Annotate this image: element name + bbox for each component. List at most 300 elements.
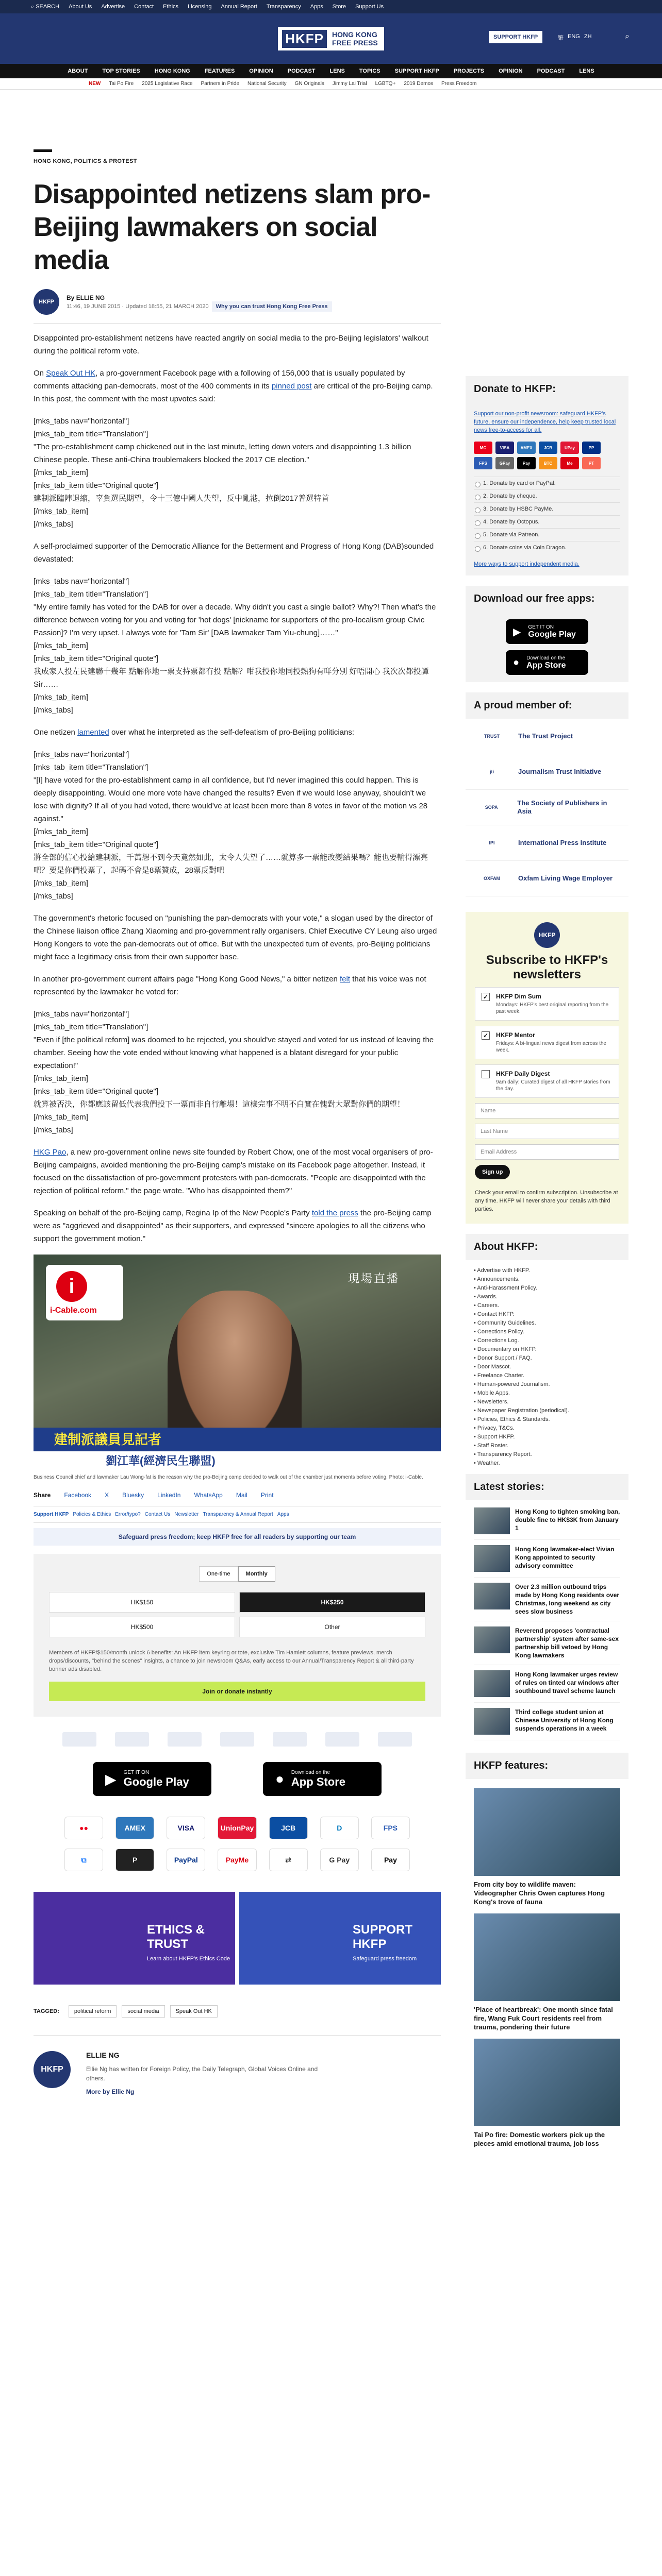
footer-link[interactable]: Apps (277, 1512, 289, 1517)
shortcode-line: [mks_tabs nav="horizontal"] (34, 1010, 129, 1019)
support-hkfp-button[interactable]: SUPPORT HKFP (489, 31, 542, 43)
card-icon: BTC (539, 457, 557, 469)
shortcode-line: "Even if [the political reform] was doomed to be rejected, you should've stayed and voted for us instead of leaving the chamber. Seeing how the vote ended without knowing what happened is a blatant disregard for your public expectation!" (34, 1036, 434, 1070)
tag[interactable]: social media (122, 2005, 164, 2018)
shortcode-line: "[I] have voted for the pro-establishment camp in all confidence, but I'd never imagined this could happen. This is deeply disappointing. Would one more vote have changed the results? Even if we would lose anyway, shouldn't we lose with dignity? If all of you had voted, there would've at least been more than 8 votes in favor of the motion vs 28 against." (34, 776, 428, 823)
latest-heading: Latest stories: (466, 1474, 628, 1500)
latest-story[interactable] (474, 1540, 620, 1578)
card-icon: PT (582, 457, 601, 469)
card-icon: Pay (517, 457, 536, 469)
amount-grid (49, 1592, 425, 1637)
shortcode-line: [mks_tab_item title="Translation"] (34, 430, 148, 438)
top-link-transparency[interactable]: Transparency (266, 4, 301, 10)
quote-shortcode-block (34, 748, 441, 903)
member-item[interactable] (466, 825, 628, 861)
shortcode-line: [/mks_tab_item] (34, 1074, 88, 1083)
partner-logo[interactable] (378, 1732, 412, 1747)
feature-image (474, 1913, 620, 2001)
top-link-licensing[interactable]: Licensing (188, 4, 212, 10)
member-name: The Society of Publishers in Asia (517, 799, 607, 815)
option-desc: Fridays: A bi-lingual news digest from across the week. (496, 1041, 606, 1053)
member-item[interactable] (466, 861, 628, 896)
newsletter-option[interactable] (475, 987, 619, 1021)
footer-links (34, 1512, 441, 1523)
partner-logo[interactable] (115, 1732, 149, 1747)
frequency-toggle (49, 1566, 425, 1582)
nav-hong-kong[interactable]: HONG KONG (154, 68, 190, 74)
badge-small-text: Download on the (526, 655, 566, 661)
main-nav (0, 64, 662, 78)
paragraph (34, 973, 441, 998)
shortcode-line: [/mks_tab_item] (34, 827, 88, 836)
tag[interactable]: Speak Out HK (170, 2005, 218, 2018)
app-store-badge[interactable] (506, 650, 588, 675)
text: , a pro-government Facebook page with a following of 156,000 that is usually populated by comments attacking pan-democrats, most of the 400 comments in its (34, 369, 405, 391)
google-play-badge[interactable] (93, 1762, 211, 1796)
badge-big-text: Google Play (528, 630, 576, 639)
shortcode-line: [/mks_tab_item] (34, 1113, 88, 1122)
app-store-badge[interactable] (263, 1762, 382, 1796)
article-body (34, 332, 441, 1245)
link-speak-out-hk[interactable]: Speak Out HK (46, 369, 96, 378)
latest-story[interactable] (474, 1665, 620, 1703)
join-donate-button[interactable]: Join or donate instantly (49, 1682, 425, 1701)
icable-text: i-Cable.com (50, 1306, 97, 1315)
latest-story[interactable] (474, 1621, 620, 1665)
donate-option[interactable]: 6. Donate coins via Coin Dragon. (474, 541, 620, 554)
tag-list (34, 2005, 441, 2018)
option-desc: 9am daily: Curated digest of all HKFP stories from the day. (496, 1079, 610, 1092)
text: One netizen (34, 728, 78, 737)
article-title: Disappointed netizens slam pro-Beijing lawmakers on social media (34, 179, 431, 275)
donate-option[interactable]: 3. Donate by HSBC PayMe. (474, 502, 620, 515)
author-name[interactable]: By ELLIE NG (67, 294, 105, 301)
ticker-item[interactable]: GN Originals (294, 81, 324, 87)
about-links (466, 1260, 628, 1474)
shortcode-line: [/mks_tab_item] (34, 507, 88, 516)
share-whatsapp[interactable]: WhatsApp (194, 1492, 223, 1499)
tag[interactable]: political reform (69, 2005, 117, 2018)
donate-panel (466, 402, 628, 575)
amount-option[interactable]: Other (239, 1617, 425, 1637)
shortcode-line: 就算被否決，你都應該留低代表我們投下一票而非自行離場！這樣完事不明不白實在愧對大眾對你們的期望！ (34, 1100, 405, 1109)
top-link-support[interactable]: Support Us (355, 4, 384, 10)
freq-monthly[interactable]: Monthly (238, 1566, 275, 1582)
member-item[interactable] (466, 719, 628, 754)
category-rule (34, 149, 52, 152)
about-link[interactable]: • Support HKFP. (474, 1434, 515, 1440)
author-box-avatar[interactable]: HKFP (34, 2051, 71, 2088)
card-icon: MC (474, 442, 492, 454)
about-link[interactable]: • Transparency Report. (474, 1451, 532, 1458)
last-name-input[interactable]: Last Name (475, 1124, 619, 1139)
shortcode-line: [/mks_tab_item] (34, 693, 88, 702)
shortcode-line: [mks_tab_item title="Original quote"] (34, 481, 159, 490)
partner-logo[interactable] (273, 1732, 307, 1747)
nav-about[interactable]: ABOUT (68, 68, 88, 74)
story-title[interactable]: Hong Kong lawmaker-elect Vivian Kong appointed to security advisory committee (515, 1546, 615, 1569)
about-link[interactable]: • Anti-Harassment Policy. (474, 1285, 537, 1291)
newsletter-signup (466, 912, 628, 1224)
banner-subtitle: Learn about HKFP's Ethics Code (147, 1956, 230, 1962)
icable-logo (46, 1265, 123, 1320)
newsletter-title: Subscribe to HKFP's newsletters (486, 953, 608, 981)
language-switcher (558, 33, 592, 42)
checkbox[interactable]: ✓ (482, 1031, 490, 1040)
text: In another pro-government current affairs page "Hong Kong Good News," a bitter netizen (34, 975, 340, 984)
text: over what he interpreted as the self-defeatism of pro-Beijing politicians: (109, 728, 355, 737)
photo-name-bar: 劉江華(經濟民生聯盟) (34, 1451, 441, 1471)
nav-lens-2[interactable]: LENS (579, 68, 594, 74)
top-link-contact[interactable]: Contact (134, 4, 154, 10)
ticker-item[interactable]: Tai Po Fire (109, 81, 134, 87)
paragraph (34, 726, 441, 739)
donate-option[interactable]: 4. Donate by Octopus. (474, 515, 620, 528)
footer-link[interactable]: Transparency & Annual Report (203, 1512, 273, 1517)
about-link[interactable]: • Careers. (474, 1302, 500, 1309)
divider (34, 323, 441, 324)
quote-shortcode-block (34, 415, 441, 531)
feature-story[interactable] (474, 1913, 620, 2031)
story-thumbnail (474, 1507, 510, 1534)
shortcode-line: [mks_tab_item title="Original quote"] (34, 840, 159, 849)
about-link[interactable]: • Community Guidelines. (474, 1320, 536, 1326)
author-avatar[interactable]: HKFP (34, 289, 59, 315)
feature-story[interactable] (474, 1788, 620, 1906)
checkbox[interactable]: ✓ (482, 993, 490, 1001)
donate-option[interactable]: 2. Donate by cheque. (474, 489, 620, 502)
payment-method-icon: VISA (167, 1817, 205, 1839)
member-logo: jti (490, 769, 494, 774)
badge-small-text: GET IT ON (528, 624, 554, 630)
donate-options (474, 477, 620, 554)
newsletter-logo: HKFP (534, 922, 560, 948)
top-link-about[interactable]: About Us (69, 4, 92, 10)
promo-banners (34, 1892, 441, 1985)
paragraph (34, 367, 441, 405)
about-link[interactable]: • Corrections Log. (474, 1337, 519, 1344)
payment-method-icon: PayPal (167, 1849, 205, 1871)
shortcode-line: "My entire family has voted for the DAB for over a decade. Why didn't you cast a single ballot? Why?! Then what's the difference between voting for you and voting for 'hot dogs' [nickname for supporters of the pro-localism group Civic Passion]? I'm very upset. I always vote for 'Tam Sir' [DAB lawmaker Tam Yiu-chung]……" (34, 603, 436, 637)
story-thumbnail (474, 1545, 510, 1572)
payment-method-icon: ●● (64, 1817, 103, 1839)
link-felt[interactable]: felt (340, 975, 351, 984)
freq-one-time[interactable]: One-time (199, 1566, 238, 1582)
story-title[interactable]: Over 2.3 million outbound trips made by Hong Kong residents over Christmas, long weekend as city sees slow business (515, 1583, 620, 1615)
paragraph: Disappointed pro-establishment netizens have reacted angrily on social media to the pro-Beijing legislators' walkout during the political reform vote. (34, 334, 428, 355)
share-bluesky[interactable]: Bluesky (122, 1492, 144, 1499)
badge-big-text: Google Play (123, 1775, 189, 1788)
nav-podcast-2[interactable]: PODCAST (537, 68, 565, 74)
nav-features[interactable]: FEATURES (204, 68, 235, 74)
payment-method-icon: Pay (371, 1849, 410, 1871)
partner-logo[interactable] (220, 1732, 254, 1747)
checkbox[interactable] (482, 1070, 490, 1078)
lang-zh[interactable]: ZH (584, 33, 592, 40)
payment-method-icon: JCB (269, 1817, 308, 1839)
about-link[interactable]: • Documentary on HKFP. (474, 1346, 537, 1352)
masthead (0, 13, 662, 64)
story-thumbnail (474, 1708, 510, 1735)
feature-title[interactable]: From city boy to wildlife maven: Videographer Chris Owen captures Hong Kong's trove of fauna (474, 1880, 605, 1906)
article-column (34, 149, 441, 2095)
article-category[interactable]: HONG KONG, POLITICS & PROTEST (34, 158, 137, 164)
badge-big-text: App Store (291, 1775, 346, 1788)
option-title: HKFP Dim Sum (496, 993, 541, 1000)
donate-heading: Donate to HKFP: (466, 376, 628, 402)
top-link-ethics[interactable]: Ethics (163, 4, 179, 10)
paragraph (34, 1207, 441, 1245)
footer-link[interactable]: Policies & Ethics (73, 1512, 111, 1517)
about-link[interactable]: • Human-powered Journalism. (474, 1381, 550, 1387)
author-box-bio: Ellie Ng has written for Foreign Policy, the Daily Telegraph, Global Voices Online and others. (86, 2065, 318, 2082)
story-title[interactable]: Hong Kong lawmaker urges review of rules on tinted car windows after southbound travel scheme launch (515, 1671, 620, 1694)
shortcode-line: [/mks_tab_item] (34, 468, 88, 477)
feature-story[interactable] (474, 2039, 620, 2148)
option-title: HKFP Mentor (496, 1031, 535, 1039)
latest-stories (466, 1500, 628, 1742)
dates-text: 11:46, 19 JUNE 2015 · Updated 18:55, 21 MARCH 2020 (67, 303, 209, 310)
ethics-banner[interactable] (34, 1892, 235, 1985)
shortcode-line: "The pro-establishment camp chickened out in the last minute, letting down voters and disappointing 1.3 billion Chinese people. These anti-China troublemakers blocked the 2017 CE election." (34, 443, 411, 464)
share-mail[interactable]: Mail (236, 1492, 247, 1499)
nav-projects[interactable]: PROJECTS (453, 68, 485, 74)
nav-top-stories[interactable]: TOP STORIES (102, 68, 140, 74)
article-photo[interactable] (34, 1255, 441, 1471)
nav-support[interactable]: SUPPORT HKFP (394, 68, 439, 74)
ticker-item[interactable]: Press Freedom (441, 81, 477, 87)
about-link[interactable]: • Newspaper Registration (periodical). (474, 1408, 569, 1414)
hkfp-logo[interactable] (278, 27, 384, 50)
member-name: Oxfam Living Wage Employer (518, 874, 613, 882)
partner-logo[interactable] (62, 1732, 96, 1747)
top-link-advertise[interactable]: Advertise (101, 4, 125, 10)
feature-image (474, 2039, 620, 2126)
amount-option[interactable]: HK$150 (49, 1592, 235, 1613)
shortcode-line: [mks_tabs nav="horizontal"] (34, 750, 129, 759)
quote-shortcode-block (34, 575, 441, 717)
payment-method-icon: G Pay (320, 1849, 359, 1871)
app-store-badges (34, 1762, 441, 1796)
member-logo: OXFAM (483, 876, 500, 881)
shortcode-line: [/mks_tab_item] (34, 641, 88, 650)
lang-eng[interactable]: ENG (568, 33, 580, 40)
shortcode-line: [mks_tab_item title="Original quote"] (34, 654, 159, 663)
payment-methods (64, 1817, 410, 1871)
top-link-annual-report[interactable]: Annual Report (221, 4, 257, 10)
link-lamented[interactable]: lamented (77, 728, 109, 737)
logo-line1: HONG KONG (332, 30, 377, 39)
paragraph: The government's rhetoric focused on "punishing the pan-democrats with your vote," a slogan used by the director of the Chinese liaison office Zhang Xiaoming and pro-government rally organisers. Chief Executive CY Leung also urged Hong Kongers to vote the pan-democrats out of office. But with the unexpected turn of events, pro-Beijing politicians might face a legitimacy crisis from their own supporter base. (34, 914, 437, 961)
footer-link[interactable]: Newsletter (174, 1512, 199, 1517)
about-link[interactable]: • Awards. (474, 1294, 498, 1300)
donation-widget (34, 1554, 441, 1717)
share-bar (34, 1492, 441, 1506)
shortcode-line: [mks_tabs nav="horizontal"] (34, 417, 129, 426)
author-box (34, 2035, 441, 2095)
shortcode-line: [/mks_tab_item] (34, 879, 88, 888)
member-item[interactable] (466, 790, 628, 825)
about-link[interactable]: • Freelance Charter. (474, 1372, 525, 1379)
member-heading: A proud member of: (466, 692, 628, 719)
top-link-store[interactable]: Store (332, 4, 346, 10)
about-link[interactable]: • Announcements. (474, 1276, 520, 1282)
nav-opinion-2[interactable]: OPINION (499, 68, 523, 74)
author-name-text: ELLIE NG (76, 294, 105, 301)
logo-line2: FREE PRESS (332, 39, 378, 47)
card-icon: PP (582, 442, 601, 454)
about-link[interactable]: • Mobile Apps. (474, 1390, 510, 1396)
sidebar (466, 376, 628, 2150)
card-icon: VISA (495, 442, 514, 454)
about-link[interactable]: • Weather. (474, 1460, 500, 1466)
author-box-name[interactable]: ELLIE NG (86, 2051, 120, 2059)
shortcode-line: [/mks_tabs] (34, 520, 73, 529)
latest-story[interactable] (474, 1578, 620, 1621)
donate-option[interactable]: 5. Donate via Patreon. (474, 528, 620, 541)
sidebar-apps (466, 612, 628, 682)
sign-up-button[interactable]: Sign up (475, 1165, 510, 1179)
donate-banner[interactable]: Safeguard press freedom; keep HKFP free for all readers by supporting our team (34, 1528, 441, 1546)
donate-option[interactable]: 1. Donate by card or PayPal. (474, 477, 620, 489)
byline (34, 289, 441, 315)
lang-trad[interactable]: 繁 (558, 35, 564, 41)
shortcode-line: [mks_tab_item title="Translation"] (34, 1023, 148, 1031)
ticker-item[interactable]: National Security (247, 81, 287, 87)
share-label: Share (34, 1492, 51, 1499)
footer-link[interactable]: Contact Us (144, 1512, 171, 1517)
story-thumbnail (474, 1670, 510, 1697)
about-link[interactable]: • Policies, Ethics & Standards. (474, 1416, 550, 1422)
shortcode-line: [mks_tab_item title="Original quote"] (34, 1087, 159, 1096)
about-link[interactable]: • Advertise with HKFP. (474, 1267, 530, 1274)
live-label: 現場直播 (347, 1272, 400, 1285)
shortcode-line: [mks_tab_item title="Translation"] (34, 590, 148, 599)
shortcode-line: 我成家人投左民建聯十幾年 點解你地一票支持票都冇投 點解？咁我投你地同投熱狗有咩分別 好唔開心 我次次都投譚Sir…… (34, 667, 429, 689)
newsletter-option[interactable] (475, 1026, 619, 1059)
partner-logo[interactable] (168, 1732, 202, 1747)
member-name: International Press Institute (518, 839, 607, 846)
card-icon: FPS (474, 457, 492, 469)
about-link[interactable]: • Newsletters. (474, 1399, 509, 1405)
newsletter-option[interactable] (475, 1064, 619, 1098)
amount-option[interactable]: HK$500 (49, 1617, 235, 1637)
top-link-apps[interactable]: Apps (310, 4, 323, 10)
ticker-item[interactable]: Jimmy Lai Trial (332, 81, 367, 87)
badge-small-text: GET IT ON (123, 1769, 150, 1775)
tags-label: TAGGED: (34, 2008, 59, 2014)
google-play-badge[interactable] (506, 619, 588, 644)
member-name: Journalism Trust Initiative (518, 768, 602, 775)
text: that his voice was not represented by the lawmaker he voted for: (34, 975, 426, 996)
link-hkg-pao[interactable]: HKG Pao (34, 1148, 67, 1157)
share-facebook[interactable]: Facebook (64, 1492, 92, 1499)
about-link[interactable]: • Corrections Policy. (474, 1329, 524, 1335)
option-desc: Mondays: HKFP's best original reporting from the past week. (496, 1002, 609, 1014)
email-input[interactable]: Email Address (475, 1144, 619, 1160)
about-link[interactable]: • Contact HKFP. (474, 1311, 515, 1317)
search-icon[interactable]: ⌕ (625, 32, 630, 41)
trust-badge[interactable]: Why you can trust Hong Kong Free Press (212, 301, 332, 312)
story-title[interactable]: Third college student union at Chinese University of Hong Kong suspends operations in a week (515, 1708, 614, 1732)
link-pinned-post[interactable]: pinned post (271, 382, 312, 391)
member-item[interactable] (466, 754, 628, 790)
about-link[interactable]: • Door Mascot. (474, 1364, 511, 1370)
text: On (34, 369, 46, 378)
nav-topics[interactable]: TOPICS (359, 68, 380, 74)
quote-shortcode-block (34, 1008, 441, 1137)
latest-story[interactable] (474, 1502, 620, 1540)
partner-logo[interactable] (325, 1732, 359, 1747)
feature-image (474, 1788, 620, 1876)
share-linkedin[interactable]: LinkedIn (157, 1492, 181, 1499)
article-dates (67, 303, 332, 310)
feature-stories (466, 1779, 628, 2150)
member-logo: IPI (489, 840, 495, 845)
support-banner[interactable] (239, 1892, 441, 1985)
ticker-item[interactable]: 2025 Legislative Race (142, 81, 193, 87)
nav-lens[interactable]: LENS (329, 68, 345, 74)
link-told-the-press[interactable]: told the press (311, 1209, 358, 1217)
payment-method-icon: ⧉ (64, 1849, 103, 1871)
about-link[interactable]: • Staff Roster. (474, 1443, 509, 1449)
story-thumbnail (474, 1583, 510, 1609)
nav-opinion[interactable]: OPINION (249, 68, 273, 74)
amount-option-selected[interactable]: HK$250 (239, 1592, 425, 1613)
feature-title[interactable]: 'Place of heartbreak': One month since fatal fire, Wang Fuk Court residents reel from trauma, pondering their future (474, 2006, 613, 2031)
more-ways-link[interactable]: More ways to support independent media. (474, 561, 580, 567)
latest-story[interactable] (474, 1703, 620, 1740)
member-logo: SOPA (485, 805, 498, 810)
story-title[interactable]: Reverend proposes 'contractual partnership' system after same-sex partnership bill vetoed by Hong Kong lawmakers (515, 1627, 619, 1659)
text: the pro-Beijing camp were as "aggrieved and disappointed" as their supporters, and expressed "sincere apologies to all the citizens who support the government motion." (34, 1209, 432, 1243)
card-icon: Me (560, 457, 579, 469)
more-by-author-link[interactable]: More by Ellie Ng (86, 2088, 135, 2095)
shortcode-line: 建制派臨陣退縮，辜負選民期望，令十三億中國人失望，反中亂港，拉倒2017普選特首 (34, 494, 329, 503)
payment-method-icon: ⇄ (269, 1849, 308, 1871)
badge-big-text: App Store (526, 660, 566, 670)
topic-ticker (0, 78, 662, 90)
about-link[interactable]: • Privacy, T&Cs. (474, 1425, 515, 1431)
banner-title: ETHICS & TRUST (147, 1923, 205, 1951)
search-link[interactable]: ⌕ SEARCH (31, 3, 60, 10)
footer-link[interactable]: Support HKFP (34, 1512, 69, 1517)
card-icon: JCB (539, 442, 557, 454)
nav-podcast[interactable]: PODCAST (287, 68, 316, 74)
footer-link[interactable]: Error/typo? (115, 1512, 141, 1517)
feature-title[interactable]: Tai Po fire: Domestic workers pick up the pieces amid emotional trauma, job loss (474, 2131, 605, 2147)
about-link[interactable]: • Donor Support / FAQ. (474, 1355, 532, 1361)
google-play-icon: ▶ (105, 1771, 117, 1787)
ticker-item[interactable]: LGBTQ+ (375, 81, 396, 87)
payment-method-icon: AMEX (115, 1817, 154, 1839)
apple-icon: ● (513, 656, 520, 668)
card-icon: AMEX (517, 442, 536, 454)
ticker-item[interactable]: Partners in Pride (201, 81, 240, 87)
option-title: HKFP Daily Digest (496, 1070, 550, 1077)
shortcode-line: [/mks_tabs] (34, 1126, 73, 1134)
banner-subtitle: Safeguard press freedom (353, 1956, 417, 1962)
share-x[interactable]: X (105, 1492, 109, 1499)
donate-intro-link[interactable]: Support our non-profit newsroom: safeguard HKFP's future, ensure our independence, help keep trusted local news free-to-access for all. (474, 411, 616, 433)
story-title[interactable]: Hong Kong to tighten smoking ban, double fine to HK$3K from January 1 (515, 1508, 620, 1532)
logo-mark: HKFP (282, 30, 327, 48)
about-heading: About HKFP: (466, 1234, 628, 1260)
name-input[interactable]: Name (475, 1103, 619, 1118)
share-print[interactable]: Print (260, 1492, 274, 1499)
newsletter-note: Check your email to confirm subscription. Unsubscribe at any time. HKFP will never share your details with third parties. (475, 1190, 618, 1212)
ticker-item[interactable]: 2019 Demos (404, 81, 434, 87)
